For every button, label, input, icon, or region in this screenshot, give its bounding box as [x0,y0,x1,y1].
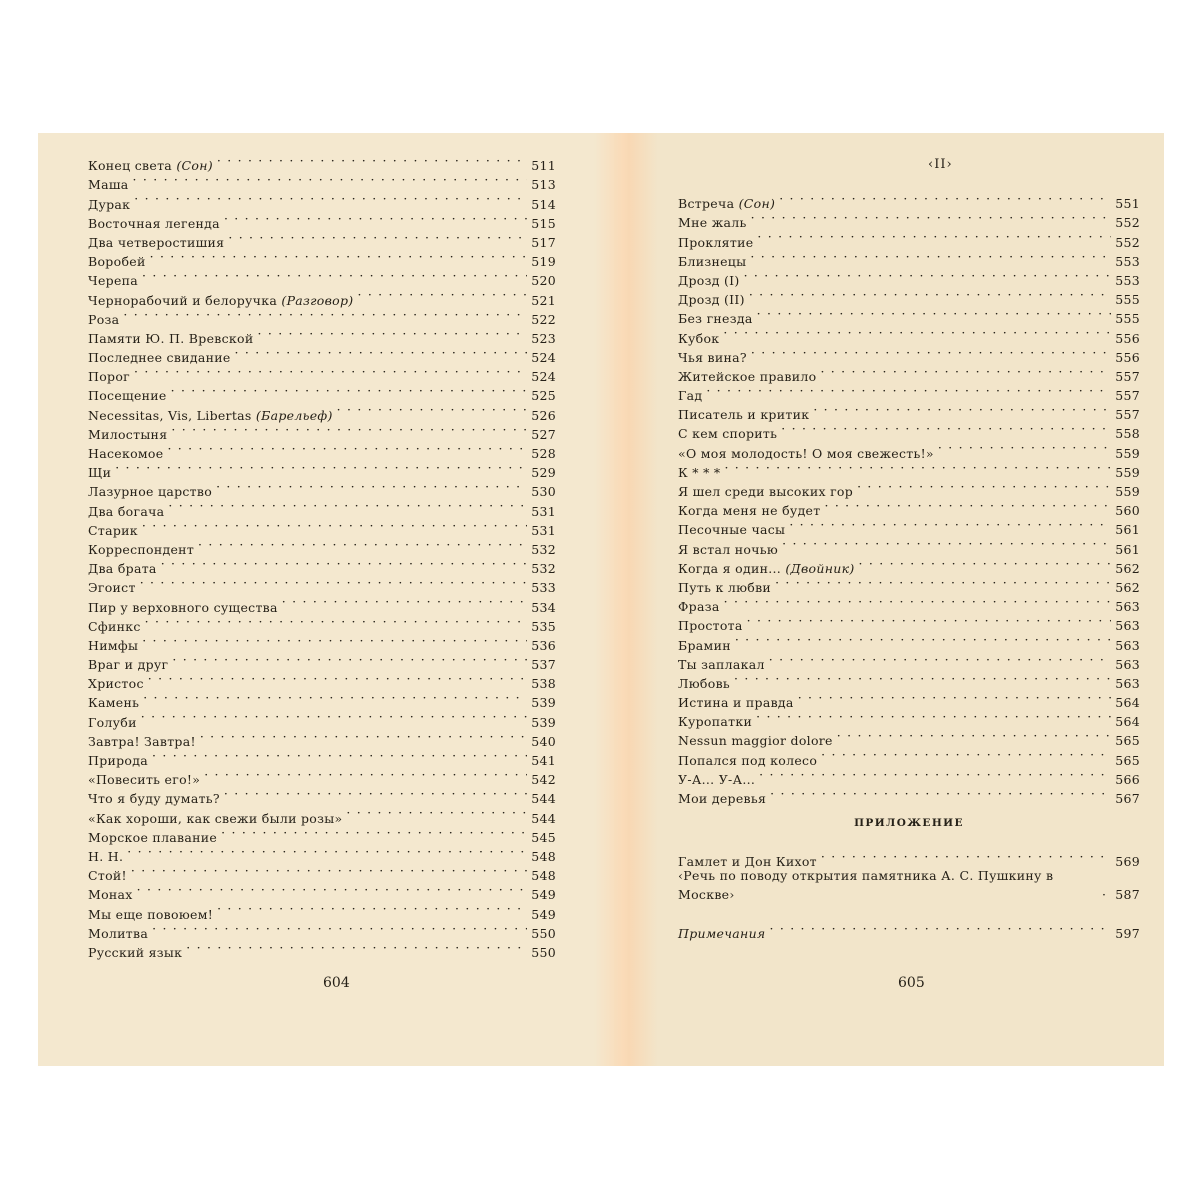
toc-entry [678,227,1140,250]
toc-entry [88,381,556,404]
toc-entry-title: Голуби [88,714,137,730]
toc-entry-title: Эгоист [88,580,136,596]
toc-entry-page: 550 [531,925,556,941]
toc-entry-page: 517 [531,234,556,250]
left-table-of-contents [88,151,556,960]
leader-dots [747,611,1112,630]
toc-entry [88,477,556,500]
leader-dots [789,515,1111,534]
leader-dots [140,573,528,592]
leader-dots [757,304,1112,323]
toc-entry-title: «О моя молодость! О моя свежесть!» [678,445,934,461]
leader-dots [824,496,1111,515]
toc-entry-title: Любовь [678,675,731,691]
toc-entry-title: Мы еще повоюем! [88,906,214,922]
toc-entry-page: 535 [531,618,556,634]
toc-entry-title: ‹Речь по поводу открытия памятника А. С. Пушкину в Москве› [678,868,1054,903]
toc-entry-title: С кем спорить [678,426,778,442]
toc-entry-title: Сфинкс [88,618,141,634]
toc-entry-title: Молитва [88,925,149,941]
toc-entry-page: 560 [1115,503,1140,519]
toc-entry [678,477,1140,499]
book-spread [38,133,1164,1066]
toc-entry [678,189,1140,212]
toc-entry-page: 519 [531,254,556,270]
toc-entry-page: 557 [1115,388,1140,404]
toc-entry [678,323,1140,346]
leader-dots [134,362,527,381]
toc-entry-page: 569 [1115,854,1140,870]
leader-dots [770,919,1112,938]
leader-dots [938,438,1111,457]
toc-entry [88,880,556,903]
toc-entry [678,669,1140,691]
toc-entry-page: 564 [1115,695,1140,711]
toc-entry-title: Дурак [88,196,131,212]
toc-entry-title: Когда я один... [678,560,782,576]
toc-entry [678,285,1140,308]
toc-entry-page: 564 [1115,714,1140,730]
toc-entry-page: 520 [531,273,556,289]
toc-entry-title: Гамлет и Дон Кихот [678,854,817,870]
toc-entry-page: 552 [1115,234,1140,250]
leader-dots [744,266,1112,285]
toc-entry [88,573,556,596]
toc-entry [88,209,556,231]
left-page-number: 604 [323,975,350,991]
leader-dots [757,227,1111,246]
toc-entry [88,669,556,692]
leader-dots [781,419,1111,438]
toc-entry-page: 559 [1115,484,1140,499]
leader-dots [751,208,1112,227]
toc-entry-title: Дрозд (II) [678,292,745,308]
toc-entry-page: 528 [531,446,556,461]
section-heading-ii: ‹II› [928,157,953,172]
toc-entry-title: Роза [88,311,120,327]
toc-entry-title: Черепа [88,273,139,289]
toc-entry-title: Песочные часы [678,522,786,538]
toc-entry-subtitle: (Двойник) [785,560,855,576]
toc-entry-page: 558 [1115,426,1140,442]
toc-entry-title: Гад [678,388,703,404]
toc-entry-title: Кубок [678,330,720,346]
toc-entry-title: Морское плавание [88,829,218,845]
toc-entry [678,400,1140,423]
toc-entry-title: Встреча [678,196,735,212]
toc-entry-title: Житейское правило [678,368,817,384]
toc-entry-page: 526 [531,407,556,423]
toc-entry-page: 549 [531,887,556,903]
toc-entry-page: 541 [531,753,556,768]
toc-entry [88,362,556,385]
toc-entry-title: Враг и друг [88,657,169,673]
toc-entry-title: Два богача [88,503,165,519]
leader-dots [150,247,528,266]
leader-dots [750,247,1111,266]
toc-entry-page: 531 [531,522,556,538]
toc-entry-title: У-А... У-А... [678,771,756,787]
toc-entry-page: 540 [531,733,556,749]
toc-entry-page: 565 [1115,733,1140,749]
leader-dots [821,847,1111,866]
toc-entry-title: Ты заплакал [678,656,765,672]
toc-entry-page: 513 [531,177,556,193]
toc-entry-page: 537 [531,657,556,673]
leader-dots [171,420,527,439]
toc-entry [88,458,556,481]
toc-entry-title: Чернорабочий и белоручка [88,292,278,308]
leader-dots [115,458,527,477]
toc-entry [88,170,556,193]
leader-dots [775,573,1111,592]
leader-dots [1102,885,1111,904]
leader-dots [813,400,1111,419]
toc-entry-title: Стой! [88,868,127,884]
toc-entry-page: 555 [1115,311,1140,327]
toc-entry-page: 538 [531,676,556,692]
toc-entry-title: Путь к любви [678,579,772,595]
toc-entry-page: 553 [1115,253,1140,269]
notes-entry [678,919,1140,942]
toc-entry [88,189,556,212]
leader-dots [228,228,527,247]
toc-entry-title: Писатель и критик [678,407,810,423]
leader-dots [137,880,528,899]
leader-dots [142,266,527,285]
leader-dots [143,688,527,707]
toc-entry-page: 557 [1115,368,1140,384]
leader-dots [186,938,527,957]
toc-entry-title: Христос [88,676,144,692]
toc-entry-page: 562 [1115,579,1140,595]
leader-dots [837,726,1111,745]
toc-entry-title: Попался под колесо [678,752,818,768]
leader-dots [782,534,1111,553]
toc-entry-title: Когда меня не будет [678,503,821,519]
toc-entry-title: Мои деревья [678,791,767,806]
leader-dots [759,765,1111,784]
leader-dots [198,535,527,554]
toc-entry [88,746,556,768]
toc-entry [678,650,1140,672]
leader-dots [134,189,527,208]
toc-entry [88,938,556,960]
toc-entry-title: Русский язык [88,944,183,960]
leader-dots [145,612,528,631]
leader-dots [221,823,527,842]
leader-dots [216,477,527,496]
toc-entry-title: Я шел среди высоких гор [678,484,854,499]
toc-entry-title: К * * * [678,464,721,480]
toc-entry-title: Восточная легенда [88,215,220,231]
leader-dots [171,381,528,400]
toc-entry-title: Насекомое [88,446,164,461]
toc-entry-title: Природа [88,753,149,768]
toc-entry-title: Порог [88,369,131,385]
toc-entry-page: 539 [531,714,556,730]
toc-entry [678,592,1140,615]
toc-entry [88,842,556,864]
leader-dots [161,554,528,573]
toc-entry-page: 566 [1115,771,1140,787]
toc-entry-title: Истина и правда [678,695,794,711]
toc-entry-page: 536 [531,637,556,653]
toc-entry-subtitle: (Сон) [176,158,213,174]
toc-entry-title: Корреспондент [88,541,195,557]
toc-entry-page: 532 [531,561,556,577]
toc-entry-page: 563 [1115,599,1140,615]
toc-entry [678,688,1140,711]
leader-dots [217,899,527,918]
toc-entry-title: Два четверостишия [88,234,225,250]
leader-dots [235,343,528,362]
leader-dots [724,458,1111,477]
toc-entry-page: 530 [531,484,556,500]
toc-entry-title: Проклятие [678,234,754,250]
toc-entry [678,847,1140,870]
toc-entry [678,630,1140,653]
toc-entry [88,324,556,346]
leader-dots [152,919,527,938]
toc-entry-page: 542 [531,772,556,788]
leader-dots [142,631,527,650]
toc-entry-page: 556 [1115,349,1140,365]
toc-entry-title: Простота [678,618,743,634]
toc-entry-page: 548 [531,868,556,884]
leader-dots [798,688,1112,707]
leader-dots [346,803,527,822]
toc-entry [678,304,1140,327]
toc-entry-page: 514 [531,196,556,212]
appendix-heading: ПРИЛОЖЕНИЕ [854,817,964,829]
toc-entry-page: 553 [1115,272,1140,288]
toc-entry-title: Конец света [88,158,173,174]
leader-dots [779,189,1111,208]
toc-entry [88,285,556,308]
toc-entry-title: Пир у верховного существа [88,599,278,615]
leader-dots [724,592,1112,611]
toc-entry-page: 550 [531,944,556,960]
leader-dots [152,746,527,765]
toc-entry-title: Я встал ночью [678,541,779,557]
toc-entry-page: 561 [1115,522,1140,538]
toc-entry-title: Н. Н. [88,848,124,864]
toc-entry-title: «Повесить его!» [88,772,201,788]
toc-entry [88,247,556,270]
leader-dots [706,381,1111,400]
toc-entry-page: 534 [531,599,556,615]
toc-entry-page: 511 [531,158,556,174]
leader-dots [258,324,528,343]
right-page-number: 605 [898,975,925,991]
leader-dots [172,650,527,669]
toc-entry [88,266,556,289]
leader-dots [751,343,1111,362]
toc-entry [88,305,556,327]
right-table-of-contents [678,189,1140,806]
leader-dots [756,707,1111,726]
toc-entry [678,919,1140,942]
leader-dots [142,516,527,535]
toc-entry-page: 597 [1115,926,1140,942]
leader-dots [282,592,527,611]
toc-entry-page: 524 [531,369,556,385]
toc-entry [88,727,556,749]
toc-entry-title: Necessitas, Vis, Libertas [88,407,252,423]
leader-dots [749,285,1111,304]
toc-entry-page: 533 [531,580,556,596]
toc-entry-title: Посещение [88,388,167,404]
leader-dots [224,209,527,228]
leader-dots [734,669,1111,688]
toc-entry [88,861,556,884]
toc-entry [88,631,556,653]
toc-entry-title: Лазурное царство [88,484,213,500]
leader-dots [141,707,527,726]
toc-entry-subtitle: (Разговор) [281,292,354,308]
toc-entry-page: 559 [1115,445,1140,461]
leader-dots [217,151,527,170]
toc-entry [678,381,1140,404]
toc-entry-page: 555 [1115,292,1140,308]
leader-dots [769,650,1111,669]
toc-entry-page: 515 [531,215,556,231]
leader-dots [820,362,1111,381]
leader-dots [224,784,527,803]
toc-entry-title: Примечания [678,926,766,942]
toc-entry-title: «Как хороши, как свежи были розы» [88,810,343,826]
toc-entry-page: 563 [1115,675,1140,691]
toc-entry-title: Что я буду думать? [88,791,220,807]
toc-entry-page: 551 [1115,196,1140,212]
toc-entry-page: 532 [531,541,556,557]
toc-entry [88,535,556,557]
toc-entry-title: Фраза [678,599,720,615]
toc-entry-page: 563 [1115,618,1140,634]
toc-entry-title: Дрозд (I) [678,272,740,288]
toc-entry-page: 565 [1115,752,1140,768]
toc-entry-title: Близнецы [678,253,747,269]
toc-entry-page: 559 [1115,464,1140,480]
leader-dots [127,842,527,861]
toc-entry-title: Маша [88,177,129,193]
toc-entry [678,458,1140,480]
toc-entry-subtitle: (Барельеф) [255,407,333,423]
toc-entry [678,611,1140,634]
toc-entry-title: Старик [88,522,138,538]
toc-entry-page: 522 [531,311,556,327]
toc-entry-page: 527 [531,426,556,442]
toc-entry-title: Чья вина? [678,349,747,365]
toc-entry-title: Без гнезда [678,311,753,327]
leader-dots [168,496,527,515]
toc-entry-title: Памяти Ю. П. Вревской [88,330,254,346]
toc-entry [88,899,556,922]
toc-entry-title: Нимфы [88,637,139,653]
book-gutter [594,133,658,1066]
toc-entry-title: Брамин [678,637,731,653]
toc-entry [88,516,556,538]
toc-entry-title: Куропатки [678,714,753,730]
toc-entry-page: 524 [531,350,556,366]
toc-entry-title: Камень [88,695,140,711]
toc-entry-page: 548 [531,848,556,864]
toc-entry-page: 562 [1115,560,1140,576]
toc-entry-title: Милостыня [88,426,168,442]
toc-entry-title: Мне жаль [678,215,747,231]
toc-entry-page: 549 [531,906,556,922]
toc-entry [88,612,556,634]
toc-entry-subtitle: (Сон) [738,196,776,212]
toc-entry-page: 587 [1115,887,1140,903]
leader-dots [770,784,1111,803]
leader-dots [167,439,527,458]
leader-dots [723,323,1111,342]
toc-entry-page: 552 [1115,215,1140,231]
toc-entry [88,919,556,941]
toc-entry-page: 563 [1115,637,1140,653]
toc-entry [678,266,1140,288]
leader-dots [131,861,527,880]
leader-dots [204,765,527,784]
toc-entry-page: 561 [1115,541,1140,557]
toc-entry-page: 544 [531,791,556,807]
toc-entry-page: 544 [531,810,556,826]
toc-entry-page: 523 [531,330,556,346]
leader-dots [357,285,527,304]
toc-entry [88,592,556,615]
toc-entry-title: Воробей [88,254,146,270]
leader-dots [821,745,1111,764]
toc-entry-title: Щи [88,465,112,481]
toc-entry [678,866,1140,904]
toc-entry-title: Два брата [88,561,157,577]
toc-entry [88,765,556,788]
toc-entry-page: 539 [531,695,556,711]
toc-entry-page: 567 [1115,791,1140,806]
toc-entry-page: 563 [1115,656,1140,672]
toc-entry-page: 545 [531,829,556,845]
leader-dots [148,669,527,688]
toc-entry-page: 529 [531,465,556,481]
toc-entry-title: Завтра! Завтра! [88,733,196,749]
toc-entry-page: 521 [531,292,556,308]
toc-entry [88,707,556,730]
toc-entry-title: Nessun maggior dolore [678,733,833,749]
toc-entry-page: 557 [1115,407,1140,423]
leader-dots [857,477,1111,496]
toc-entry-page: 556 [1115,330,1140,346]
toc-entry-page: 531 [531,503,556,519]
leader-dots [859,554,1112,573]
toc-entry [88,688,556,711]
leader-dots [123,305,527,324]
appendix-entries [678,847,1140,904]
leader-dots [337,400,528,419]
leader-dots [200,727,527,746]
toc-entry [88,151,556,174]
toc-entry-page: 525 [531,388,556,404]
toc-entry-title: Последнее свидание [88,350,231,366]
toc-entry [88,650,556,673]
leader-dots [735,630,1111,649]
toc-entry [678,343,1140,365]
toc-entry [678,362,1140,384]
toc-entry-title: Монах [88,887,133,903]
leader-dots [133,170,528,189]
